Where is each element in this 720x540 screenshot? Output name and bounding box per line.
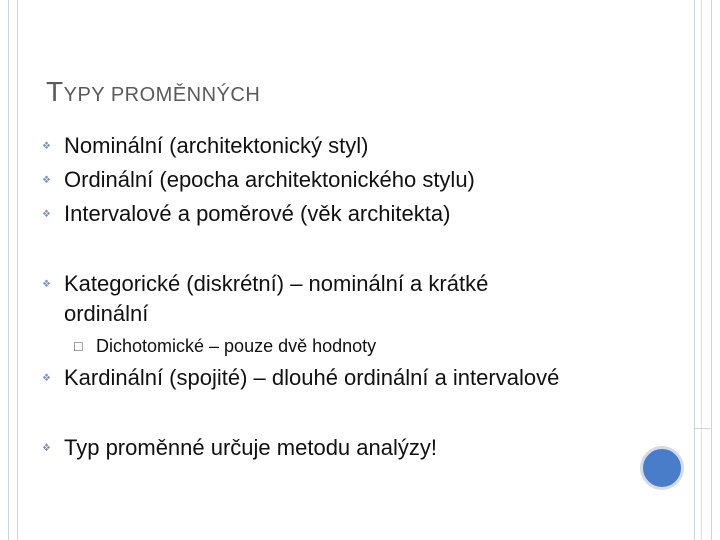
bullet-item — [42, 363, 624, 394]
bullet-item — [42, 433, 624, 464]
sub-bullet-item — [74, 334, 376, 358]
sub-bullet-text: Dichotomické – pouze dvě hodnoty — [96, 336, 377, 356]
slide-title — [46, 76, 260, 108]
bullet-item — [42, 131, 624, 162]
right-frame-inner-line — [701, 0, 702, 540]
decorative-circle — [640, 446, 684, 490]
title-initial: T — [46, 76, 64, 107]
diamond-bullet-icon: ❖ — [42, 209, 51, 220]
right-frame-divider — [694, 428, 712, 429]
diamond-bullet-icon: ❖ — [42, 279, 51, 290]
diamond-bullet-icon: ❖ — [42, 443, 51, 454]
bullet-item — [42, 165, 624, 196]
bullet-text: Kardinální (spojité) – dlouhé ordinální a intervalové — [64, 365, 560, 390]
diamond-bullet-icon: ❖ — [42, 373, 51, 384]
bullet-item — [42, 269, 564, 329]
diamond-bullet-icon: ❖ — [42, 175, 51, 186]
right-frame-decoration — [694, 0, 712, 540]
left-frame-decoration — [8, 0, 18, 540]
title-rest: YPY PROMĚNNÝCH — [63, 84, 261, 106]
bullet-text: Kategorické (diskrétní) – nominální a krátké ordinální — [64, 271, 489, 326]
bullet-text: Typ proměnné určuje metodu analýzy! — [64, 435, 437, 460]
diamond-bullet-icon: ❖ — [42, 141, 51, 152]
square-bullet-icon: □ — [74, 338, 83, 354]
bullet-item — [42, 199, 624, 230]
bullet-text: Nominální (architektonický styl) — [64, 133, 369, 158]
bullet-text: Ordinální (epocha architektonického stylu) — [64, 167, 475, 192]
bullet-text: Intervalové a poměrové (věk architekta) — [64, 201, 451, 226]
